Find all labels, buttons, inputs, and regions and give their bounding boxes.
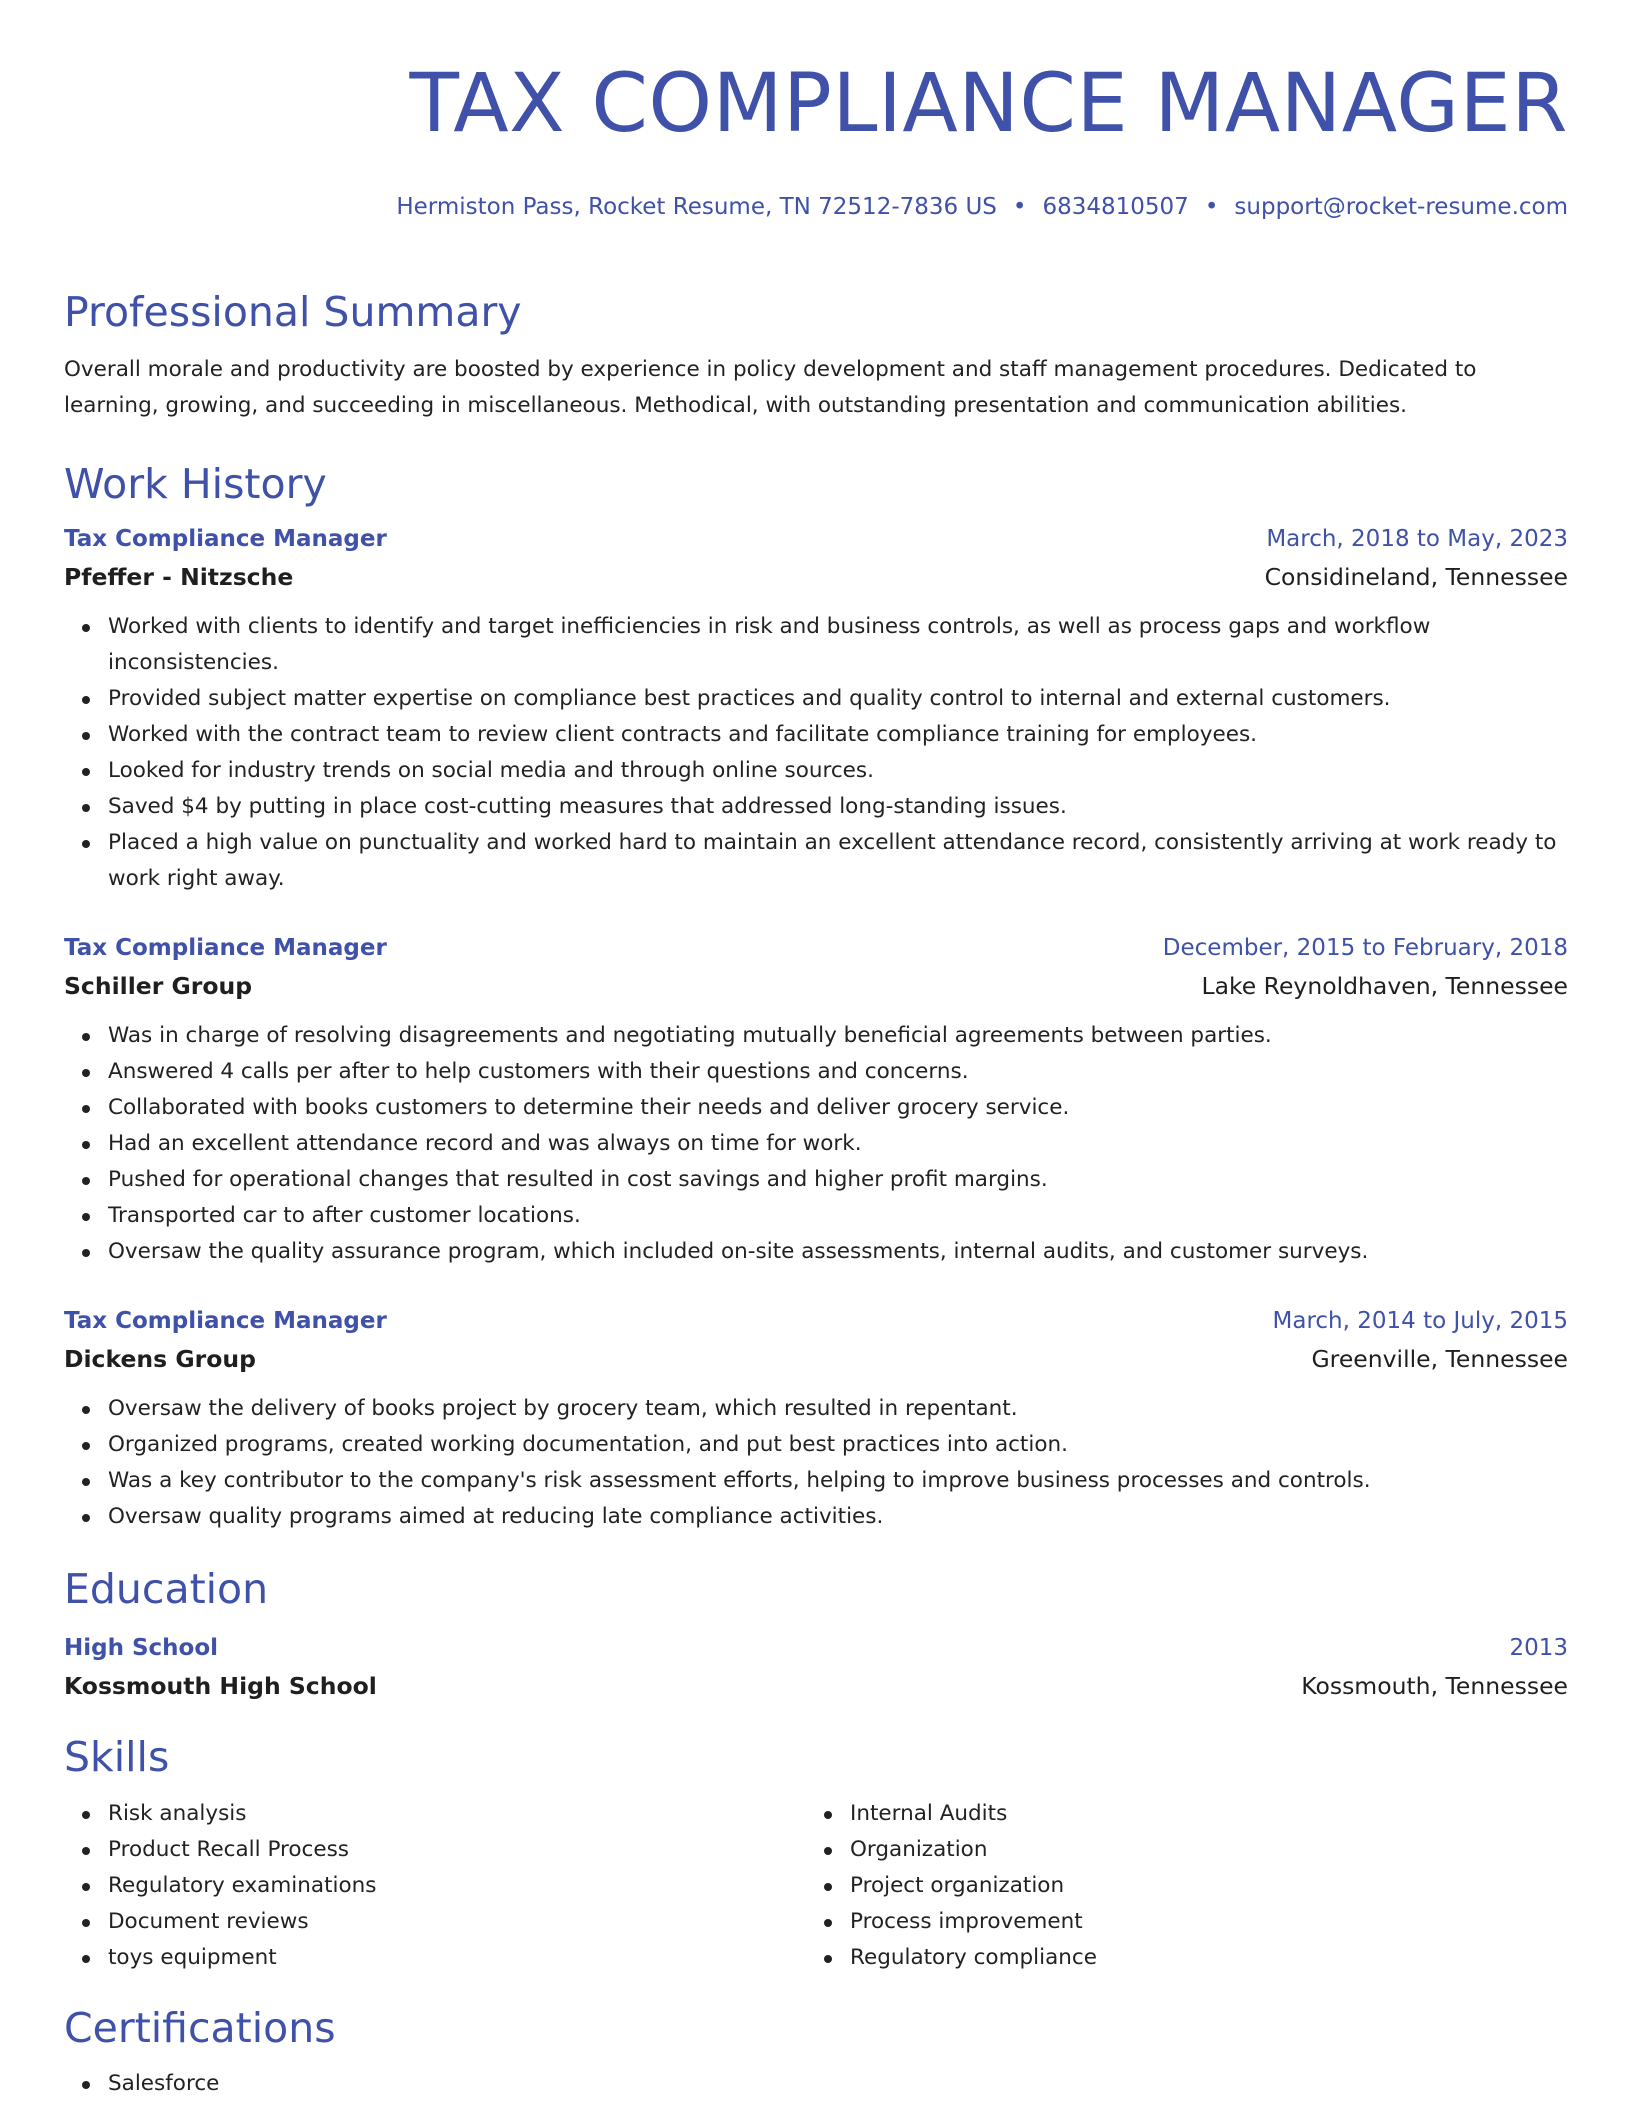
job-dates: March, 2014 to July, 2015: [1272, 1308, 1568, 1334]
job-location: Lake Reynoldhaven, Tennessee: [1201, 972, 1568, 1000]
skills-column-right: [806, 1796, 1548, 1976]
summary-heading: Professional Summary: [64, 288, 522, 336]
work-history-heading: Work History: [64, 460, 327, 508]
education-degree: High School: [64, 1635, 219, 1661]
job-entry: [64, 929, 1568, 1270]
job-role: Tax Compliance Manager: [64, 1308, 387, 1334]
job-location: Considineland, Tennessee: [1264, 563, 1568, 591]
education-entry: [64, 1629, 1568, 1705]
job-company-row: [64, 1340, 1568, 1378]
job-bullet: Collaborated with books customers to determine their needs and deliver grocery service.: [108, 1090, 1568, 1126]
skills-column-left: [64, 1796, 806, 1976]
skills-grid: [64, 1796, 1568, 1976]
education-header-row: [64, 1629, 1568, 1667]
education-heading: Education: [64, 1565, 269, 1613]
job-location: Greenville, Tennessee: [1311, 1345, 1568, 1373]
education-year: 2013: [1509, 1635, 1568, 1661]
skill-item: Organization: [850, 1832, 1548, 1868]
skills-list: [64, 1796, 806, 1976]
contact-line: [64, 190, 1568, 224]
job-bullet: Oversaw the quality assurance program, which included on-site assessments, internal audits, and customer surveys.: [108, 1234, 1568, 1270]
summary-text: Overall morale and productivity are boosted by experience in policy development and staff management procedures. Dedicated to learning, growing, and succeeding in miscellaneous. Methodical, with outstanding presentation and communication abilities.: [64, 357, 1477, 418]
job-bullets: [64, 1391, 1568, 1535]
skill-item: Regulatory examinations: [108, 1868, 806, 1904]
job-bullet: Worked with the contract team to review client contracts and facilitate compliance training for employees.: [108, 717, 1568, 753]
skill-item: Internal Audits: [850, 1796, 1548, 1832]
job-header-row: [64, 929, 1568, 967]
contact-separator: •: [1204, 194, 1219, 220]
job-entry: [64, 520, 1568, 897]
education-location: Kossmouth, Tennessee: [1301, 1672, 1568, 1700]
contact-email: support@rocket-resume.com: [1234, 194, 1568, 220]
job-bullet: Organized programs, created working documentation, and put best practices into action.: [108, 1427, 1568, 1463]
job-bullet: Oversaw quality programs aimed at reducing late compliance activities.: [108, 1499, 1568, 1535]
contact-phone: 6834810507: [1042, 194, 1189, 220]
certifications-heading: Certifications: [64, 2004, 336, 2052]
certifications-list: [64, 2066, 1568, 2102]
skills-list: [806, 1796, 1548, 1976]
job-company: Pfeffer - Nitzsche: [64, 563, 294, 591]
certification-item: Salesforce: [108, 2066, 1568, 2102]
job-bullet: Saved $4 by putting in place cost-cutting measures that addressed long-standing issues.: [108, 789, 1568, 825]
contact-separator: •: [1012, 194, 1027, 220]
skill-item: Process improvement: [850, 1904, 1548, 1940]
job-bullet: Provided subject matter expertise on compliance best practices and quality control to internal and external customers.: [108, 681, 1568, 717]
job-bullets: [64, 609, 1568, 897]
job-bullet: Placed a high value on punctuality and worked hard to maintain an excellent attendance record, consistently arriving at work ready to work right away.: [108, 825, 1568, 897]
contact-address: Hermiston Pass, Rocket Resume, TN 72512-7836 US: [396, 194, 997, 220]
job-company: Dickens Group: [64, 1345, 256, 1373]
skills-heading: Skills: [64, 1733, 170, 1781]
skill-item: Risk analysis: [108, 1796, 806, 1832]
skill-item: Regulatory compliance: [850, 1940, 1548, 1976]
job-dates: December, 2015 to February, 2018: [1162, 935, 1568, 961]
job-dates: March, 2018 to May, 2023: [1266, 526, 1568, 552]
job-header-row: [64, 520, 1568, 558]
job-company-row: [64, 967, 1568, 1005]
job-bullet: Looked for industry trends on social media and through online sources.: [108, 753, 1568, 789]
job-bullet: Answered 4 calls per after to help customers with their questions and concerns.: [108, 1054, 1568, 1090]
resume-header: [64, 48, 1568, 224]
job-bullet: Was in charge of resolving disagreements and negotiating mutually beneficial agreements between parties.: [108, 1018, 1568, 1054]
job-company: Schiller Group: [64, 972, 253, 1000]
job-bullet: Oversaw the delivery of books project by grocery team, which resulted in repentant.: [108, 1391, 1568, 1427]
skill-item: Document reviews: [108, 1904, 806, 1940]
education-school: Kossmouth High School: [64, 1672, 377, 1700]
job-bullet: Worked with clients to identify and target inefficiencies in risk and business controls, as well as process gaps and workflow inconsistencies.: [108, 609, 1568, 681]
job-bullet: Was a key contributor to the company's risk assessment efforts, helping to improve business processes and controls.: [108, 1463, 1568, 1499]
education-school-row: [64, 1667, 1568, 1705]
job-bullet: Had an excellent attendance record and was always on time for work.: [108, 1126, 1568, 1162]
job-role: Tax Compliance Manager: [64, 935, 387, 961]
candidate-title: TAX COMPLIANCE MANAGER: [409, 57, 1568, 151]
skill-item: Product Recall Process: [108, 1832, 806, 1868]
skill-item: toys equipment: [108, 1940, 806, 1976]
job-header-row: [64, 1302, 1568, 1340]
job-bullet: Transported car to after customer locations.: [108, 1198, 1568, 1234]
job-company-row: [64, 558, 1568, 596]
job-bullets: [64, 1018, 1568, 1270]
job-entry: [64, 1302, 1568, 1535]
skill-item: Project organization: [850, 1868, 1548, 1904]
job-role: Tax Compliance Manager: [64, 526, 387, 552]
job-bullet: Pushed for operational changes that resulted in cost savings and higher profit margins.: [108, 1162, 1568, 1198]
